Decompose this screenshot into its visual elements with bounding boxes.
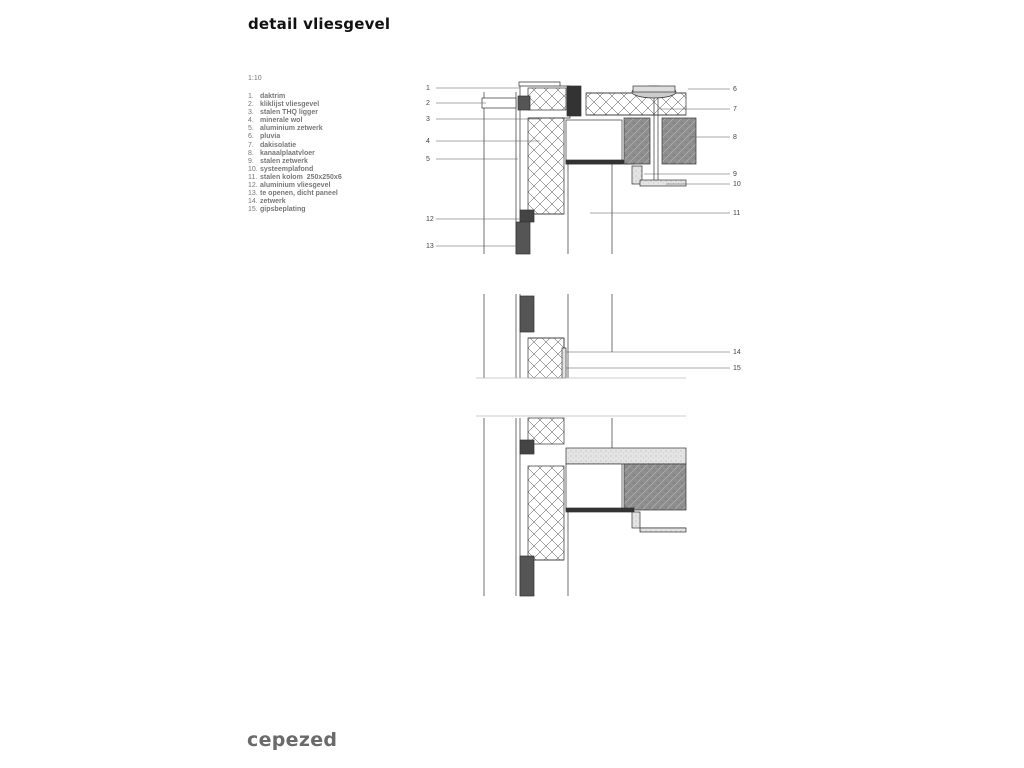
page-title: detail vliesgevel bbox=[248, 15, 391, 33]
legend-item: 12. aluminium vliesgevel bbox=[248, 182, 331, 190]
callout-4: 4 bbox=[426, 138, 430, 145]
scale-label: 1:10 bbox=[248, 75, 262, 82]
legend-item: 11. stalen kolom 250x250x6 bbox=[248, 173, 342, 181]
callout-2: 2 bbox=[426, 100, 430, 107]
callout-9: 9 bbox=[733, 171, 737, 178]
legend-item: 2. kliklijst vliesgevel bbox=[248, 101, 320, 109]
section-top bbox=[482, 82, 696, 254]
callout-10: 10 bbox=[733, 181, 741, 188]
legend-item: 13. te openen, dicht paneel bbox=[248, 190, 338, 198]
callout-6: 6 bbox=[733, 86, 737, 93]
callout-15: 15 bbox=[733, 365, 741, 372]
callout-8: 8 bbox=[733, 134, 737, 141]
legend-item: 14. zetwerk bbox=[248, 198, 286, 206]
legend-item: 4. minerale wol bbox=[248, 117, 303, 125]
legend-item: 6. pluvia bbox=[248, 133, 281, 141]
legend-item: 8. kanaalplaatvloer bbox=[248, 149, 315, 157]
section-middle bbox=[476, 294, 686, 416]
legend-item: 3. stalen THQ ligger bbox=[248, 109, 318, 117]
callout-14: 14 bbox=[733, 349, 741, 356]
callout-11: 11 bbox=[733, 210, 741, 217]
callout-3: 3 bbox=[426, 116, 430, 123]
callout-7: 7 bbox=[733, 106, 737, 113]
callout-5: 5 bbox=[426, 156, 430, 163]
legend-item: 10. systeemplafond bbox=[248, 165, 314, 173]
callout-1: 1 bbox=[426, 85, 430, 92]
section-bottom bbox=[484, 418, 686, 596]
legend-item: 1. daktrim bbox=[248, 93, 286, 100]
callout-13: 13 bbox=[426, 243, 434, 250]
legend-item: 15. gipsbeplating bbox=[248, 206, 306, 214]
legend-item: 5. aluminium zetwerk bbox=[248, 125, 323, 133]
legend-item: 7. dakisolatie bbox=[248, 141, 297, 149]
legend-item: 9. stalen zetwerk bbox=[248, 157, 308, 165]
callout-12: 12 bbox=[426, 216, 434, 223]
brand-logo: cepezed bbox=[247, 729, 338, 751]
